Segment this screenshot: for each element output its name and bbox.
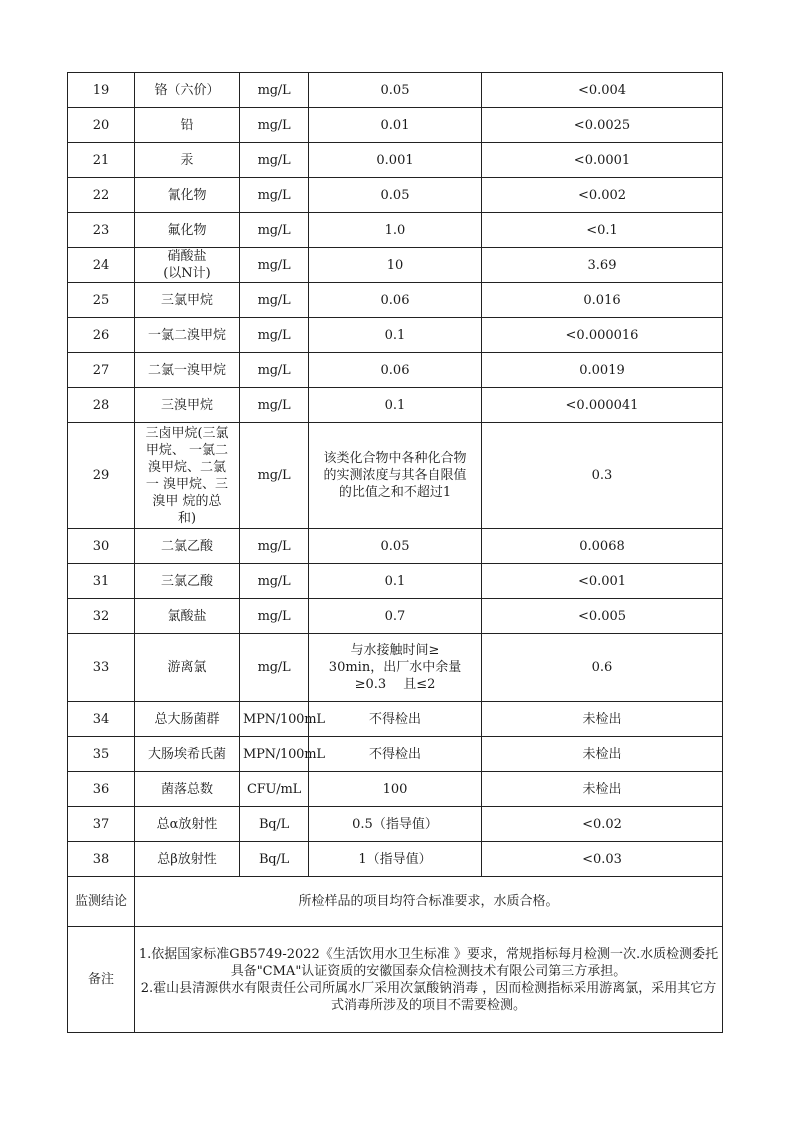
table-row <box>68 634 723 702</box>
row-number: 25 <box>68 283 135 318</box>
item-name: 氟化物 <box>135 213 240 248</box>
row-number: 37 <box>68 807 135 842</box>
row-number: 20 <box>68 108 135 143</box>
notes-label: 备注 <box>68 927 135 1033</box>
test-result: <0.02 <box>482 807 723 842</box>
unit: mg/L <box>240 353 309 388</box>
standard-limit: 0.05 <box>309 529 482 564</box>
unit: mg/L <box>240 423 309 529</box>
row-number: 36 <box>68 772 135 807</box>
row-number: 38 <box>68 842 135 877</box>
row-number: 26 <box>68 318 135 353</box>
standard-limit: 不得检出 <box>309 737 482 772</box>
unit: Bq/L <box>240 807 309 842</box>
standard-limit: 0.05 <box>309 73 482 108</box>
unit: mg/L <box>240 599 309 634</box>
unit: mg/L <box>240 248 309 283</box>
table-row <box>68 213 723 248</box>
notes-row <box>68 927 723 1033</box>
table-row <box>68 807 723 842</box>
notes-text <box>135 927 723 1033</box>
unit: mg/L <box>240 564 309 599</box>
row-number: 29 <box>68 423 135 529</box>
row-number: 19 <box>68 73 135 108</box>
standard-limit: 不得检出 <box>309 702 482 737</box>
test-result: <0.000041 <box>482 388 723 423</box>
standard-limit: 1（指导值） <box>309 842 482 877</box>
conclusion-row <box>68 877 723 927</box>
row-number: 28 <box>68 388 135 423</box>
unit: mg/L <box>240 318 309 353</box>
row-number: 23 <box>68 213 135 248</box>
standard-limit: 1.0 <box>309 213 482 248</box>
item-name: 三溴甲烷 <box>135 388 240 423</box>
table-row <box>68 599 723 634</box>
conclusion-text: 所检样品的项目均符合标准要求，水质合格。 <box>135 877 723 927</box>
item-name: 三氯甲烷 <box>135 283 240 318</box>
test-result: 0.016 <box>482 283 723 318</box>
table-body <box>68 73 723 877</box>
table-row <box>68 702 723 737</box>
table-row <box>68 423 723 529</box>
table-row <box>68 73 723 108</box>
unit: mg/L <box>240 388 309 423</box>
test-result: <0.0025 <box>482 108 723 143</box>
water-quality-table <box>67 72 723 1033</box>
item-name: 铅 <box>135 108 240 143</box>
row-number: 32 <box>68 599 135 634</box>
row-number: 21 <box>68 143 135 178</box>
table-row <box>68 108 723 143</box>
test-result: 未检出 <box>482 702 723 737</box>
table-row <box>68 178 723 213</box>
test-result: <0.1 <box>482 213 723 248</box>
row-number: 34 <box>68 702 135 737</box>
row-number: 22 <box>68 178 135 213</box>
test-result: <0.002 <box>482 178 723 213</box>
standard-limit: 0.06 <box>309 283 482 318</box>
table-row <box>68 842 723 877</box>
item-name: 氰化物 <box>135 178 240 213</box>
row-number: 27 <box>68 353 135 388</box>
standard-limit: 0.05 <box>309 178 482 213</box>
unit: mg/L <box>240 108 309 143</box>
table-row <box>68 529 723 564</box>
test-result: 3.69 <box>482 248 723 283</box>
unit: MPN/100mL <box>240 737 309 772</box>
standard-limit: 10 <box>309 248 482 283</box>
conclusion-label: 监测结论 <box>68 877 135 927</box>
item-name: 总大肠菌群 <box>135 702 240 737</box>
item-name: 二氯一溴甲烷 <box>135 353 240 388</box>
item-name: 游离氯 <box>135 634 240 702</box>
unit: mg/L <box>240 634 309 702</box>
standard-limit: 0.1 <box>309 564 482 599</box>
standard-limit: 0.001 <box>309 143 482 178</box>
test-result: 0.0019 <box>482 353 723 388</box>
test-result: 未检出 <box>482 737 723 772</box>
table-row <box>68 564 723 599</box>
unit: mg/L <box>240 213 309 248</box>
unit: mg/L <box>240 529 309 564</box>
test-result: <0.005 <box>482 599 723 634</box>
table-row <box>68 143 723 178</box>
item-name: 氯酸盐 <box>135 599 240 634</box>
standard-limit: 0.7 <box>309 599 482 634</box>
table-row <box>68 353 723 388</box>
standard-limit: 与水接触时间≥ 30min，出厂水中余量 ≥0.3 且≤2 <box>309 634 482 702</box>
standard-limit: 0.06 <box>309 353 482 388</box>
item-name: 二氯乙酸 <box>135 529 240 564</box>
row-number: 31 <box>68 564 135 599</box>
note-line-2: 2.霍山县清源供水有限责任公司所属水厂采用次氯酸钠消毒 ，因而检测指标采用游离氯，采用其它方式消毒所涉及的项目不需要检测。 <box>140 980 717 1013</box>
item-name: 三卤甲烷(三氯 甲烷、 一氯二 溴甲烷、二氯 一 溴甲烷、三 溴甲 烷的总 和) <box>135 423 240 529</box>
table-row <box>68 248 723 283</box>
item-name: 硝酸盐 (以N计) <box>135 248 240 283</box>
row-number: 24 <box>68 248 135 283</box>
standard-limit: 该类化合物中各种化合物 的实测浓度与其各自限值 的比值之和不超过1 <box>309 423 482 529</box>
table-row <box>68 318 723 353</box>
item-name: 汞 <box>135 143 240 178</box>
item-name: 三氯乙酸 <box>135 564 240 599</box>
note-line-1: 1.依据国家标准GB5749-2022《生活饮用水卫生标准 》要求，常规指标每月检测一次.水质检测委托具备"CMA"认证资质的安徽国泰众信检测技术有限公司第三方承担。 <box>138 946 719 979</box>
table-row <box>68 737 723 772</box>
row-number: 33 <box>68 634 135 702</box>
standard-limit: 0.01 <box>309 108 482 143</box>
test-result: <0.000016 <box>482 318 723 353</box>
row-number: 30 <box>68 529 135 564</box>
unit: mg/L <box>240 178 309 213</box>
test-result: 0.0068 <box>482 529 723 564</box>
unit: mg/L <box>240 143 309 178</box>
table-row <box>68 283 723 318</box>
unit: CFU/mL <box>240 772 309 807</box>
test-result: <0.004 <box>482 73 723 108</box>
unit: mg/L <box>240 283 309 318</box>
item-name: 总α放射性 <box>135 807 240 842</box>
item-name: 总β放射性 <box>135 842 240 877</box>
table-row <box>68 772 723 807</box>
item-name: 菌落总数 <box>135 772 240 807</box>
test-result: <0.03 <box>482 842 723 877</box>
standard-limit: 0.1 <box>309 318 482 353</box>
test-result: 0.3 <box>482 423 723 529</box>
standard-limit: 0.1 <box>309 388 482 423</box>
unit: Bq/L <box>240 842 309 877</box>
item-name: 一氯二溴甲烷 <box>135 318 240 353</box>
row-number: 35 <box>68 737 135 772</box>
test-result: 0.6 <box>482 634 723 702</box>
unit: mg/L <box>240 73 309 108</box>
item-name: 铬（六价） <box>135 73 240 108</box>
standard-limit: 100 <box>309 772 482 807</box>
table-row <box>68 388 723 423</box>
item-name: 大肠埃希氏菌 <box>135 737 240 772</box>
test-result: <0.001 <box>482 564 723 599</box>
test-result: <0.0001 <box>482 143 723 178</box>
test-result: 未检出 <box>482 772 723 807</box>
unit: MPN/100mL <box>240 702 309 737</box>
standard-limit: 0.5（指导值） <box>309 807 482 842</box>
